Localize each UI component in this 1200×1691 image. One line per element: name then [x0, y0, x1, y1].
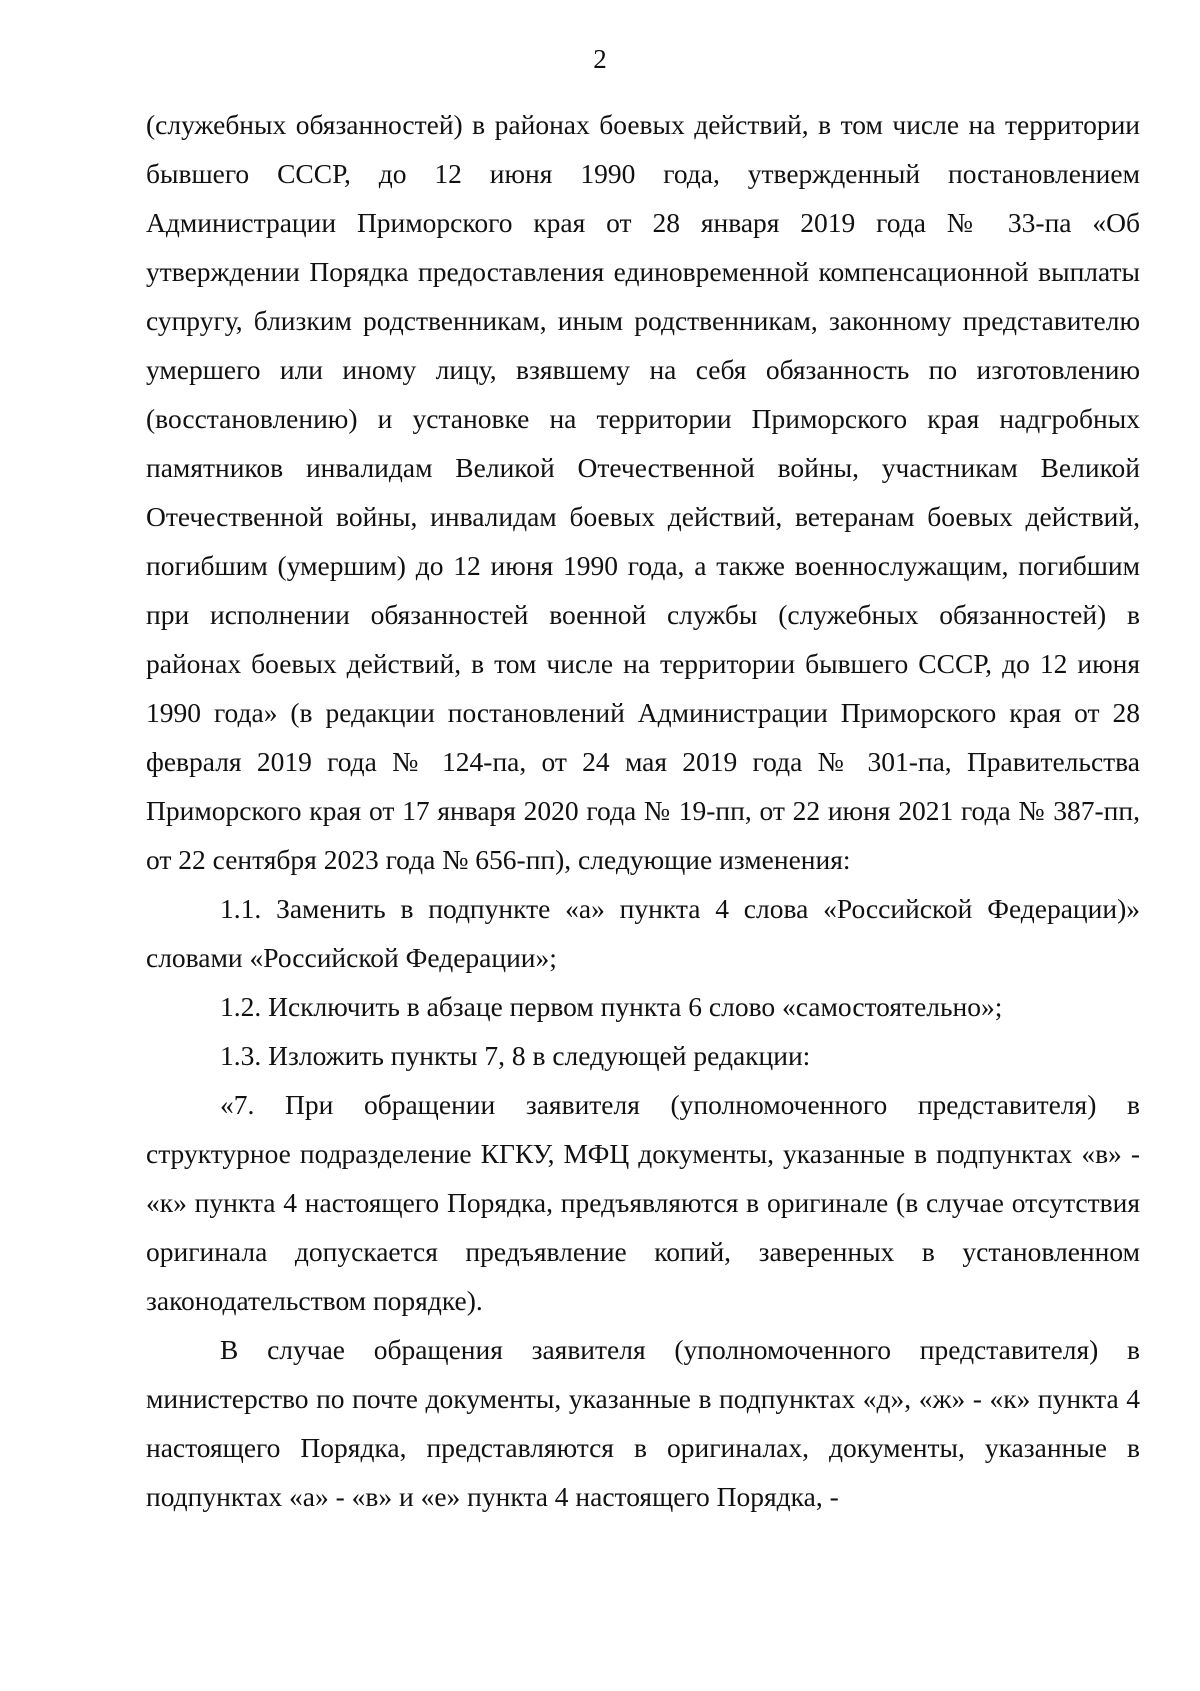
paragraph-continuation: (служебных обязанностей) в районах боевых действий, в том числе на территории бывшего СССР, до 12 июня 1990 года, утвержденный постановлением Администрации Приморского края от 28 января 2019 года № 33-па «Об утверждении Порядка предоставления единовременной компенсационной выплаты супругу, близким родственникам, иным родственникам, законному представителю умершего или иному лицу, взявшему на себя обязанность по изготовлению (восстановлению) и установке на территории Приморского края надгробных памятников инвалидам Великой Отечественной войны, участникам Великой Отечественной войны, инвалидам боевых действий, ветеранам боевых действий, погибшим (умершим) до 12 июня 1990 года, а также военнослужащим, погибшим при исполнении обязанностей военной службы (служебных обязанностей) в районах боевых действий, в том числе на территории бывшего СССР, до 12 июня 1990 года» (в редакции постановлений Администрации Приморского края от 28 февраля 2019 года № 124-па, от 24 мая 2019 года № 301-па, Правительства Приморского края от 17 января 2020 года № 19-пп, от 22 июня 2021 года № 387-пп, от 22 сентября 2023 года № 656-пп), следующие изменения:: [146, 109, 1140, 875]
paragraph-item-1-1: 1.1. Заменить в подпункте «а» пункта 4 слова «Российской Федерации)» словами «Российской Федерации»;: [146, 893, 1140, 973]
paragraph-item-1-2: 1.2. Исключить в абзаце первом пункта 6 слово «самостоятельно»;: [220, 991, 1003, 1022]
paragraph-item-1-3: 1.3. Изложить пункты 7, 8 в следующей редакции:: [220, 1040, 811, 1071]
page-number: 2: [593, 44, 607, 74]
paragraph-point-7: «7. При обращении заявителя (уполномоченного представителя) в структурное подразделение КГКУ, МФЦ документы, указанные в подпунктах «в» - «к» пункта 4 настоящего Порядка, предъявляются в оригинале (в случае отсутствия оригинала допускается предъявление копий, заверенных в установленном законодательством порядке).: [146, 1089, 1140, 1316]
paragraph-postal-case: В случае обращения заявителя (уполномоченного представителя) в министерство по почте документы, указанные в подпунктах «д», «ж» - «к» пункта 4 настоящего Порядка, представляются в оригиналах, документы, указанные в подпунктах «а» - «в» и «е» пункта 4 настоящего Порядка, -: [146, 1334, 1140, 1512]
document-body: [146, 100, 1140, 1521]
